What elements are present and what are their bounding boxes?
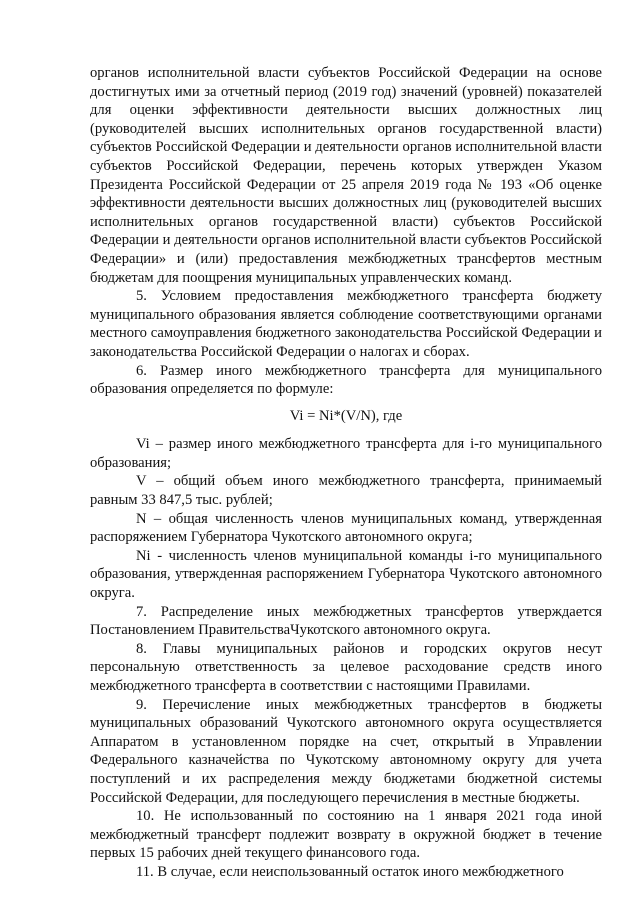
document-body	[90, 64, 602, 882]
paragraph-item-11: 11. В случае, если неиспользованный остаток иного межбюджетного	[136, 863, 564, 880]
paragraph-continuation: органов исполнительной власти субъектов Российской Федерации на основе достигнутых ими за отчетный период (2019 год) значений (уровней) показателей для оценки эффективности деятельности высших должностных лиц (руководителей высших исполнительных органов государственной власти) субъектов Российской Федерации и деятельности органов исполнительной власти субъектов Российской Федерации, перечень которых утвержден Указом Президента Российской Федерации от 25 апреля 2019 года № 193 «Об оценке эффективности деятельности высших должностных лиц (руководителей высших исполнительных органов государственной власти) субъектов Российской Федерации и деятельности органов исполнительной власти субъектов Российской Федерации» и (или) предоставления межбюджетных трансфертов местным бюджетам для поощрения муниципальных управленческих команд.	[90, 65, 602, 286]
paragraph-item-10: 10. Не использованный по состоянию на 1 января 2021 года иной межбюджетный трансферт подлежит возврату в окружной бюджет в течение первых 15 рабочих дней текущего финансового года.	[90, 808, 602, 862]
paragraph-item-6: 6. Размер иного межбюджетного трансферта для муниципального образования определяется по формуле:	[90, 362, 602, 398]
definition-v: V – общий объем иного межбюджетного трансферта, принимаемый равным 33 847,5 тыс. рублей;	[90, 473, 602, 509]
definition-n: N – общая численность членов муниципальных команд, утвержденная распоряжением Губернатора Чукотского автономного округа;	[90, 510, 602, 546]
definition-ni: Ni - численность членов муниципальной команды i-го муниципального образования, утвержденная распоряжением Губернатора Чукотского автономного округа.	[90, 547, 602, 602]
formula: Vi = Ni*(V/N), где	[289, 407, 403, 424]
paragraph-item-8: 8. Главы муниципальных районов и городских округов несут персональную ответственность за целевое расходование средств иного межбюджетного трансферта в соответствии с настоящими Правилами.	[90, 640, 602, 694]
paragraph-item-5: 5. Условием предоставления межбюджетного трансферта бюджету муниципального образования является соблюдение соответствующими органами местного самоуправления бюджетного законодательства Российской Федерации и законодательства Российской Федерации о налогах и сборах.	[90, 288, 602, 360]
paragraph-item-9: 9. Перечисление иных межбюджетных трансфертов в бюджеты муниципальных образований Чукотского автономного округа осуществляется Аппаратом в установленном порядке на счет, открытый в Управлении Федерального казначейства по Чукотскому автономному округу для учета поступлений и их распределения между бюджетами бюджетной системы Российской Федерации, для последующего перечисления в местные бюджеты.	[90, 696, 602, 806]
paragraph-item-7: 7. Распределение иных межбюджетных трансфертов утверждается Постановлением ПравительстваЧукотского автономного округа.	[90, 603, 602, 639]
definition-vi: Vi – размер иного межбюджетного трансферта для i-го муниципального образования;	[90, 436, 602, 471]
